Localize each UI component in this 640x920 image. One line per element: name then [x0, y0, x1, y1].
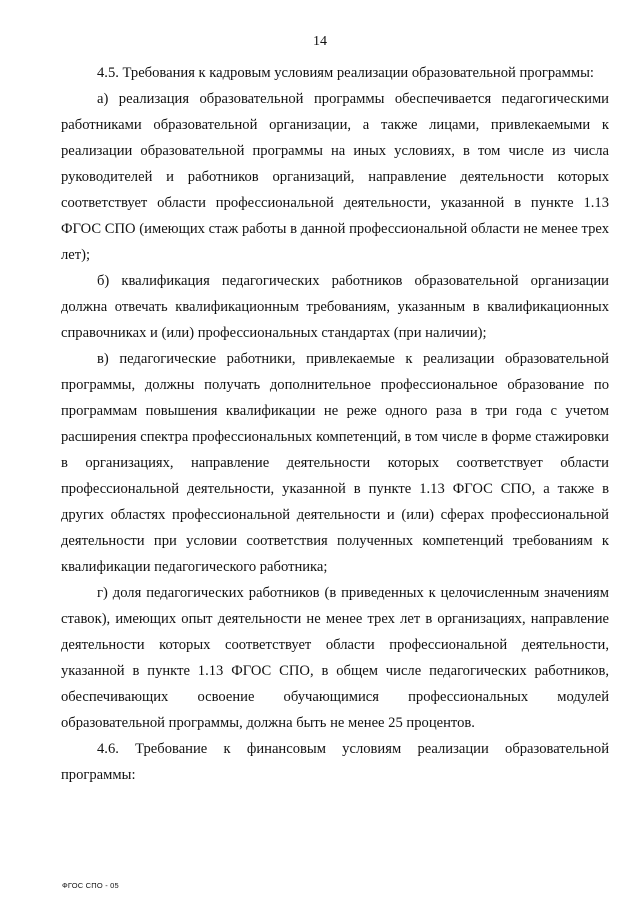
paragraph-item-a: а) реализация образовательной программы обеспечивается педагогическими работниками образовательной организации, а также лицами, привлекаемыми к реализации образовательной программы на иных условиях, в том числе из числа руководителей и работников организаций, направление деятельности которых соответствует области профессиональной деятельности, указанной в пункте 1.13 ФГОС СПО (имеющих стаж работы в данной профессиональной области не менее трех лет);: [61, 91, 609, 263]
paragraph-item-g: г) доля педагогических работников (в приведенных к целочисленным значениям ставок), имеющих опыт деятельности не менее трех лет в организациях, направление деятельности которых соответствует области профессиональной деятельности, указанной в пункте 1.13 ФГОС СПО, в общем числе педагогических работников, обеспечивающих освоение обучающимися профессиональных модулей образовательной программы, должна быть не менее 25 процентов.: [61, 585, 609, 731]
footer-document-code: ФГОС СПО - 05: [62, 881, 119, 890]
paragraph-item-b: б) квалификация педагогических работников образовательной организации должна отвечать квалификационным требованиям, указанным в квалификационных справочниках и (или) профессиональных стандартах (при наличии);: [61, 273, 609, 341]
paragraph-item-v: в) педагогические работники, привлекаемые к реализации образовательной программы, должны получать дополнительное профессиональное образование по программам повышения квалификации не реже одного раза в три года с учетом расширения спектра профессиональных компетенций, в том числе в форме стажировки в организациях, направление деятельности которых соответствует области профессиональной деятельности, указанной в пункте 1.13 ФГОС СПО, а также в других областях профессиональной деятельности и (или) сферах профессиональной деятельности при условии соответствия полученных компетенций требованиям к квалификации педагогического работника;: [61, 351, 609, 575]
section-4-5-heading: 4.5. Требования к кадровым условиям реализации образовательной программы:: [97, 65, 594, 81]
document-body: [61, 60, 609, 788]
section-4-6-heading: 4.6. Требование к финансовым условиям реализации образовательной программы:: [61, 741, 609, 783]
page-number: 14: [313, 34, 327, 49]
